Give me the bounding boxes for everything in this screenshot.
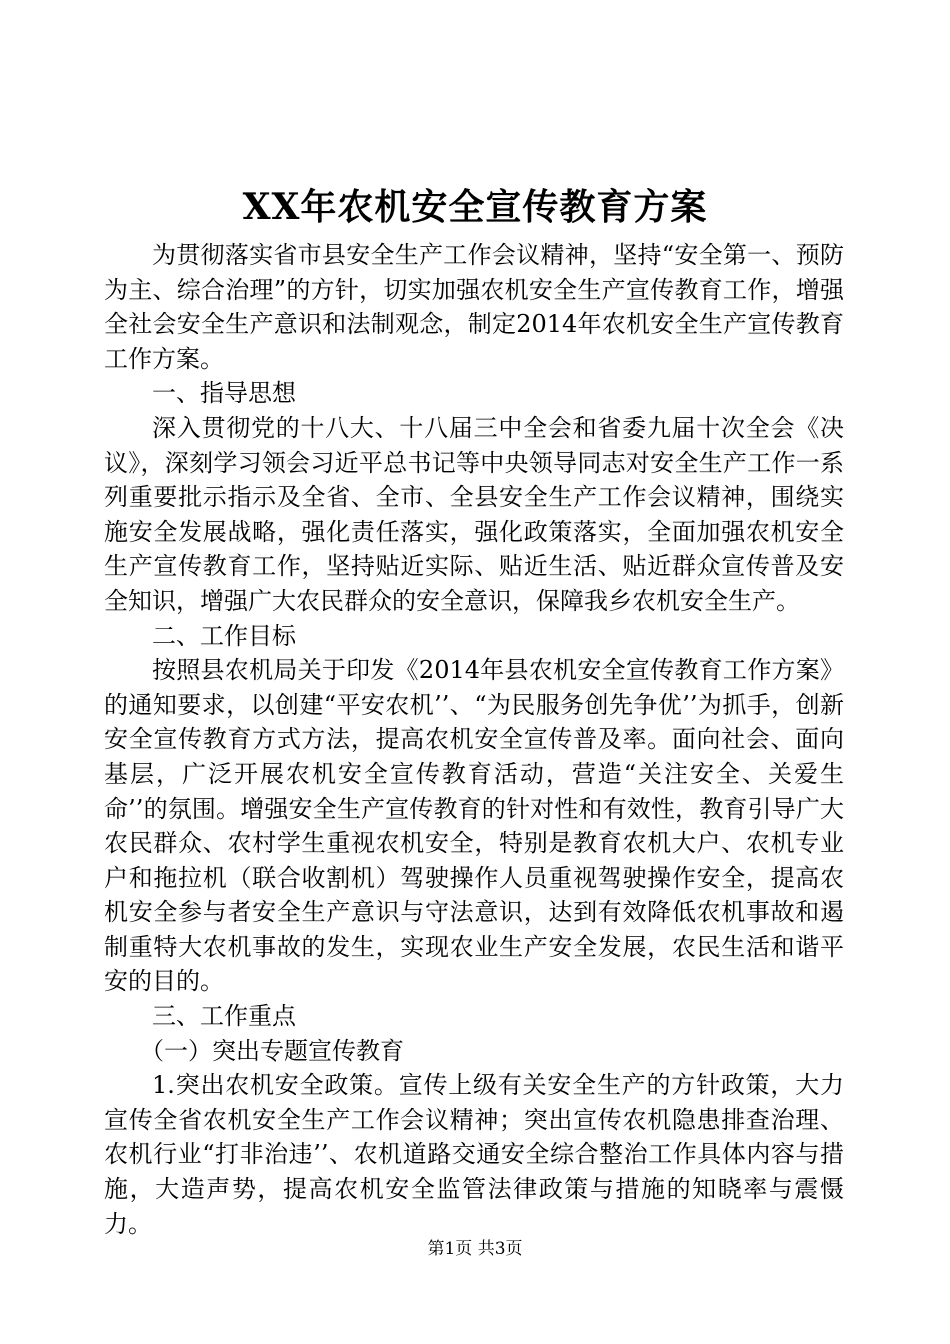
subsection-heading-topic-education: （一）突出专题宣传教育 [140, 1036, 404, 1065]
page-footer: 第1页 共3页 [427, 1239, 523, 1259]
work-goals-paragraph: 按照县农机局关于印发《2014年县农机安全宣传教育工作方案》的通知要求，以创建“平安农机’’、“为民服务创先争优’’为抓手，创新安全宣传教育方式方法，提高农机安全宣传普及率。面向社会、面向基层，广泛开展农机安全宣传教育活动，营造“关注安全、关爱生命’’的氛围。增强安全生产宣传教育的针对性和有效性，教育引导广大农民群众、农村学生重视农机安全，特别是教育农机大户、农机专业户和拖拉机（联合收割机）驾驶操作人员重视驾驶操作安全，提高农机安全参与者安全生产意识与守法意识，达到有效降低农机事故和遏制重特大农机事故的发生，实现农业生产安全发展，农民生活和谐平安的目的。 [104, 656, 844, 996]
policy-paragraph: 1.突出农机安全政策。宣传上级有关安全生产的方针政策，大力宣传全省农机安全生产工作会议精神；突出宣传农机隐患排查治理、农机行业“打非治违’’、农机道路交通安全综合整治工作具体内容与措施，大造声势，提高农机安全监管法律政策与措施的知晓率与震慑力。 [104, 1071, 844, 1238]
guiding-ideology-paragraph: 深入贯彻党的十八大、十八届三中全会和省委九届十次全会《决议》，深刻学习领会习近平总书记等中央领导同志对安全生产工作一系列重要批示指示及全省、全市、全县安全生产工作会议精神，围绕实施安全发展战略，强化责任落实，强化政策落实，全面加强农机安全生产宣传教育工作，坚持贴近实际、贴近生活、贴近群众宣传普及安全知识，增强广大农民群众的安全意识，保障我乡农机安全生产。 [104, 413, 844, 615]
section-heading-work-focus: 三、工作重点 [152, 1002, 296, 1031]
section-heading-work-goals: 二、工作目标 [152, 621, 296, 650]
intro-paragraph: 为贯彻落实省市县安全生产工作会议精神，坚持“安全第一、预防为主、综合治理”的方针，切实加强农机安全生产宣传教育工作，增强全社会安全生产意识和法制观念，制定2014年农机安全生产宣传教育工作方案。 [104, 241, 844, 373]
document-body [104, 238, 844, 1241]
document-title: XX年农机安全宣传教育方案 [242, 186, 708, 228]
section-heading-guiding-ideology: 一、指导思想 [152, 379, 296, 408]
